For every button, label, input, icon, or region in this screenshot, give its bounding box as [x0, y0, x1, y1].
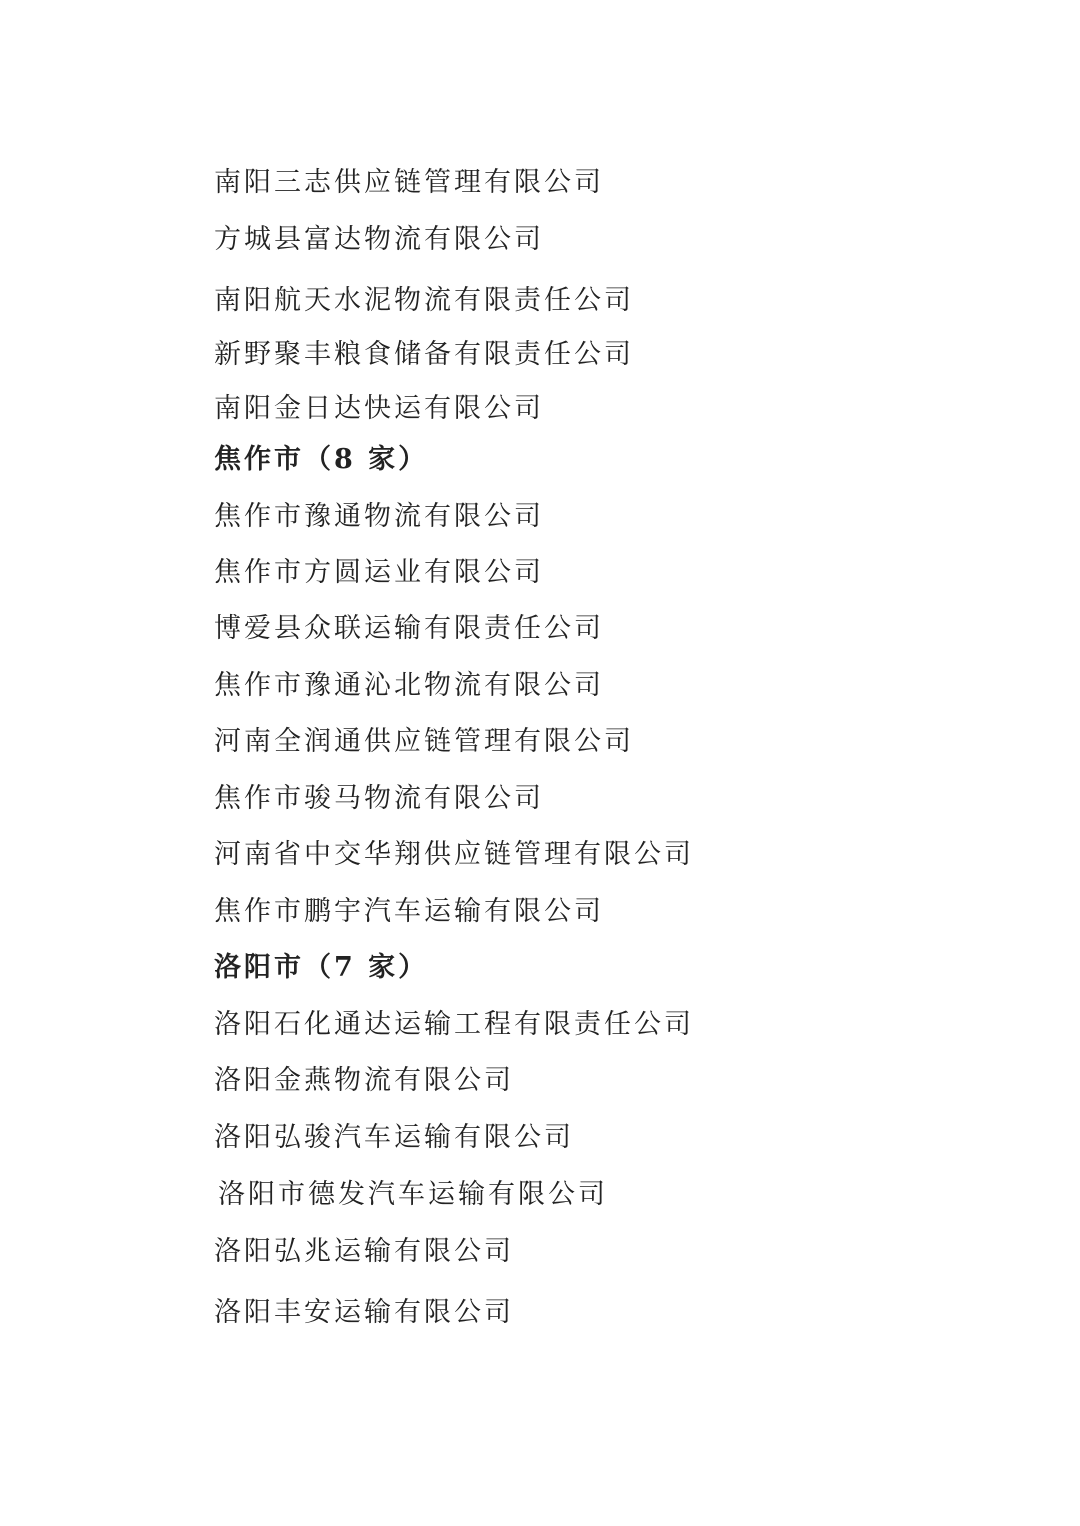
company-name: 洛阳市德发汽车运输有限公司 — [218, 1179, 608, 1210]
company-name: 洛阳丰安运输有限公司 — [214, 1297, 514, 1328]
company-name: 河南全润通供应链管理有限公司 — [214, 726, 634, 757]
company-name: 洛阳金燕物流有限公司 — [214, 1065, 514, 1096]
company-name: 焦作市豫通沁北物流有限公司 — [214, 670, 604, 701]
company-name: 洛阳石化通达运输工程有限责任公司 — [214, 1009, 694, 1040]
section-heading-luoyang: 洛阳市（7 家） — [214, 952, 429, 983]
company-name: 焦作市骏马物流有限公司 — [214, 783, 544, 814]
company-name: 河南省中交华翔供应链管理有限公司 — [214, 839, 694, 870]
company-name: 焦作市鹏宇汽车运输有限公司 — [214, 896, 604, 927]
company-name: 南阳金日达快运有限公司 — [214, 393, 544, 424]
company-name: 新野聚丰粮食储备有限责任公司 — [214, 339, 634, 370]
company-name: 南阳三志供应链管理有限公司 — [214, 167, 604, 198]
company-name: 博爱县众联运输有限责任公司 — [214, 613, 604, 644]
company-name: 方城县富达物流有限公司 — [214, 224, 544, 255]
company-name: 焦作市方圆运业有限公司 — [214, 557, 544, 588]
section-heading-jiaozuo: 焦作市（8 家） — [214, 444, 429, 475]
company-name: 洛阳弘骏汽车运输有限公司 — [214, 1122, 574, 1153]
company-name: 南阳航天水泥物流有限责任公司 — [214, 285, 634, 316]
company-name: 洛阳弘兆运输有限公司 — [214, 1236, 514, 1267]
company-name: 焦作市豫通物流有限公司 — [214, 501, 544, 532]
